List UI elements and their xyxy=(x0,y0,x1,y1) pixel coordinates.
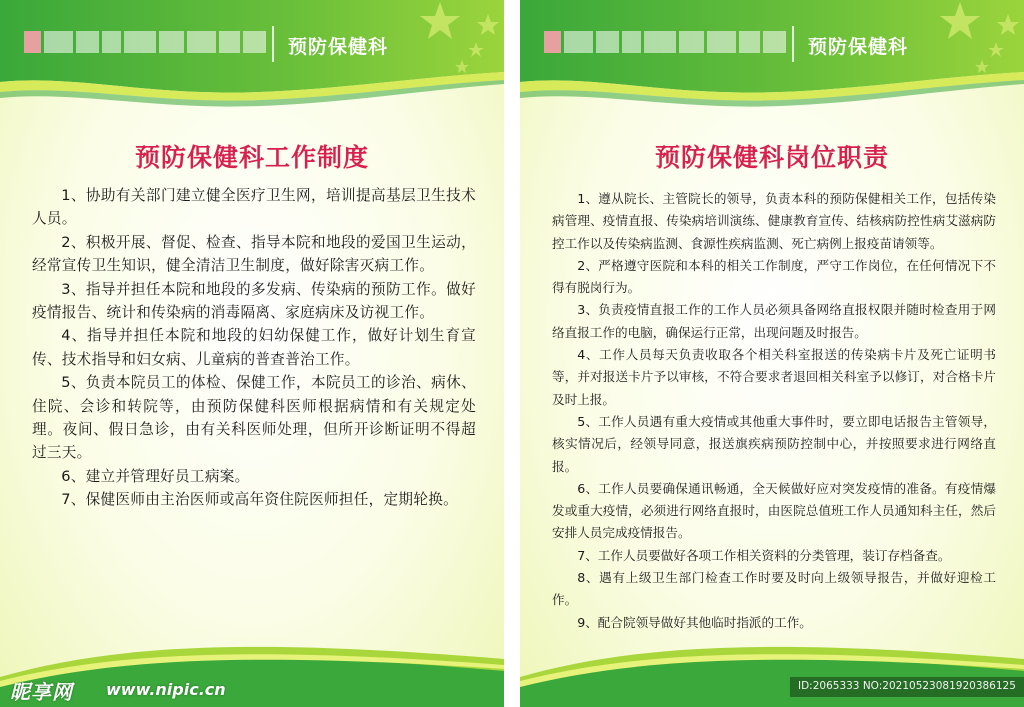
blurred-hospital-name xyxy=(24,28,266,56)
footer-band xyxy=(0,637,504,707)
watermark-logo: 昵享网 xyxy=(10,680,73,704)
header-divider xyxy=(272,26,274,62)
list-item: 2、严格遵守医院和本科的相关工作制度，严守工作岗位，在任何情况下不得有脱岗行为。 xyxy=(552,257,996,296)
list-item: 4、指导并担任本院和地段的妇幼保健工作，做好计划生育宣传、技术指导和妇女病、儿童病的普查普治工作。 xyxy=(32,327,476,368)
list-item: 2、积极开展、督促、检查、指导本院和地段的爱国卫生运动，经常宣传卫生知识，健全清洁卫生制度，做好除害灭病工作。 xyxy=(32,233,476,275)
list-item: 6、建立并管理好员工病案。 xyxy=(61,467,250,485)
blurred-hospital-name xyxy=(544,28,786,56)
list-item: 7、保健医师由主治医师或高年资住院医师担任，定期轮换。 xyxy=(61,491,459,509)
list-item: 1、协助有关部门建立健全医疗卫生网，培训提高基层卫生技术人员。 xyxy=(32,187,476,228)
header-divider xyxy=(792,26,794,62)
department-name: 预防保健科 xyxy=(808,36,909,58)
list-item: 3、指导并担任本院和地段的多发病、传染病的预防工作。做好疫情报告、统计和传染病的消毒隔离、家庭病床及访视工作。 xyxy=(32,280,476,322)
list-item: 5、负责本院员工的体检、保健工作，本院员工的诊治、病休、住院、会诊和转院等，由预防保健科医师根据病情和有关规定处理。夜间、假日急诊，由有关科医师处理，但所开诊断证明不得超过三天。 xyxy=(32,374,476,462)
left-body xyxy=(32,184,476,512)
watermark-url: www.nipic.cn xyxy=(106,680,226,699)
list-item: 5、工作人员遇有重大疫情或其他重大事件时，要立即电话报告主管领导，核实情况后，经领导同意，报送旗疾病预防控制中心，并按照要求进行网络直报。 xyxy=(552,413,996,474)
list-item: 1、遵从院长、主管院长的领导，负责本科的预防保健相关工作，包括传染病管理、疫情直报、传染病培训演练、健康教育宣传、结核病防控性病艾滋病防控工作以及传染病监测、食源性疾病监测、死亡病例上报疫苗请领等。 xyxy=(552,191,996,251)
right-body xyxy=(552,188,996,634)
watermark-id: ID:2065333 NO:20210523081920386125 xyxy=(798,680,1016,692)
department-name: 预防保健科 xyxy=(288,36,389,58)
list-item: 3、负责疫情直报工作的工作人员必须具备网络直报权限并随时检查用于网络直报工作的电脑，确保运行正常，出现问题及时报告。 xyxy=(552,302,996,340)
page-title: 预防保健科工作制度 xyxy=(134,143,369,172)
list-item: 8、遇有上级卫生部门检查工作时要及时向上级领导报告，并做好迎检工作。 xyxy=(552,570,996,608)
list-item: 4、工作人员每天负责收取各个相关科室报送的传染病卡片及死亡证明书等，并对报送卡片予以审核，不符合要求者退回相关科室予以修订，对合格卡片及时上报。 xyxy=(552,347,996,407)
list-item: 9、配合院领导做好其他临时指派的工作。 xyxy=(577,614,812,630)
list-item: 7、工作人员要做好各项工作相关资料的分类管理，装订存档备查。 xyxy=(577,547,951,563)
list-item: 6、工作人员要确保通讯畅通，全天候做好应对突发疫情的准备。有疫情爆发或重大疫情，必须进行网络直报时，由医院总值班工作人员通知科主任，然后安排人员完成疫情报告。 xyxy=(552,480,996,541)
page-title: 预防保健科岗位职责 xyxy=(654,143,889,172)
